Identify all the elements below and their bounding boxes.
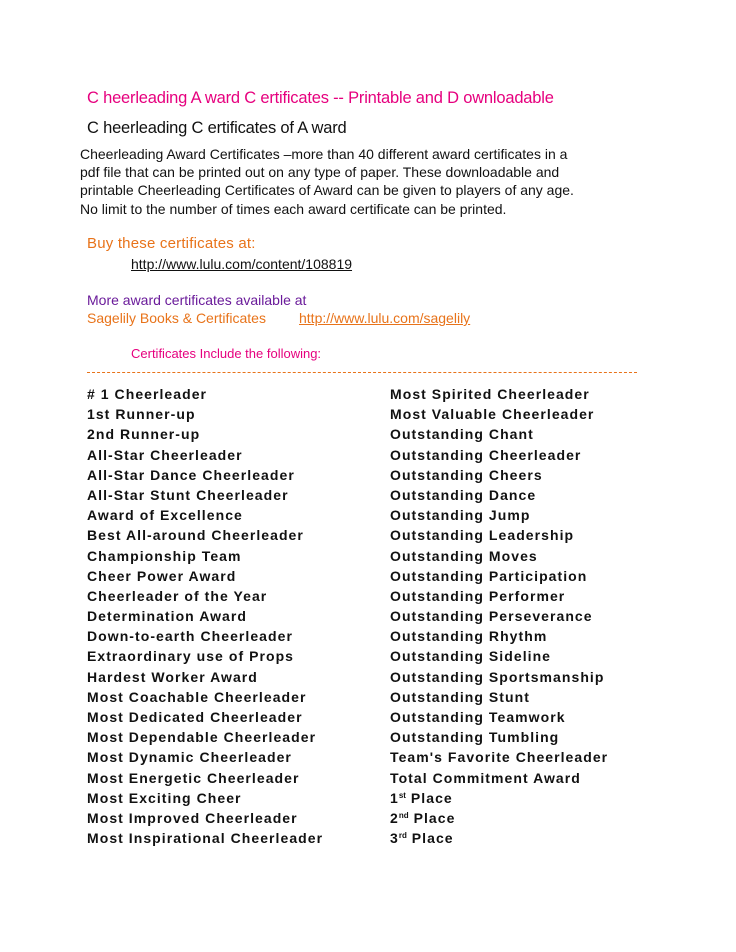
certificate-item: Outstanding Tumbling [390,729,560,746]
certificate-item: Cheer Power Award [87,567,237,584]
certificate-item: Outstanding Jump [390,507,531,524]
certificate-item: Most Dependable Cheerleader [87,729,317,746]
certificate-list-left [87,384,323,848]
certificate-item: Best All-around Cheerleader [87,527,304,544]
place-word: Place [413,809,456,826]
place-number: 1 [390,789,399,806]
certificate-item: Outstanding Cheerleader [390,446,582,463]
certificate-item: Most Improved Cheerleader [87,809,298,826]
certificate-item: 1st Runner-up [87,406,196,423]
certificate-item: Outstanding Sportsmanship [390,668,605,685]
certificate-item: Most Coachable Cheerleader [87,688,307,705]
certificate-item: Most Valuable Cheerleader [390,406,595,423]
certificate-item-place [390,788,608,808]
certificate-item: Outstanding Rhythm [390,628,548,645]
certificate-list-right [390,384,608,848]
certificate-item: Extraordinary use of Props [87,648,295,665]
buy-link[interactable]: http://www.lulu.com/content/108819 [131,256,353,272]
certificate-item: All-Star Dance Cheerleader [87,466,295,483]
certificate-item: Outstanding Dance [390,486,537,503]
certificate-item: Outstanding Cheers [390,466,543,483]
certificate-item: Outstanding Moves [390,547,538,564]
certificate-item: # 1 Cheerleader [87,386,208,402]
certificate-item: Determination Award [87,608,247,625]
certificate-item-place [390,828,608,848]
publisher-link[interactable]: http://www.lulu.com/sagelily [299,310,471,326]
certificate-item: Total Commitment Award [390,769,581,786]
includes-heading: Certificates Include the following: [131,346,322,361]
intro-paragraph [80,145,650,218]
certificate-item: Most Dedicated Cheerleader [87,709,303,725]
certificate-item: Outstanding Sideline [390,648,552,665]
page-subtitle: C heerleading C ertificates of A ward [87,119,347,137]
certificate-item: 2nd Runner-up [87,426,201,443]
dashed-divider [87,372,637,373]
certificate-item: Outstanding Participation [390,567,588,584]
buy-heading: Buy these certificates at: [87,235,256,252]
certificate-item: Most Dynamic Cheerleader [87,749,292,766]
place-word: Place [411,830,454,847]
place-number: 2 [390,809,399,826]
certificate-item: Cheerleader of the Year [87,587,268,604]
certificate-item: Down-to-earth Cheerleader [87,628,293,645]
more-certificates-label: More award certificates available at [87,292,307,308]
certificate-item: Outstanding Chant [390,426,534,443]
certificate-item: Award of Excellence [87,507,243,524]
certificate-item: Outstanding Stunt [390,688,530,705]
certificate-item: Hardest Worker Award [87,668,258,685]
certificate-item: Outstanding Performer [390,587,566,604]
place-suffix: rd [398,831,407,841]
certificate-item: All-Star Stunt Cheerleader [87,486,289,503]
place-word: Place [410,789,453,806]
place-number: 3 [390,830,399,847]
certificate-item: Outstanding Leadership [390,527,575,544]
certificate-item: Most Spirited Cheerleader [390,386,590,402]
certificate-item: All-Star Cheerleader [87,446,243,463]
certificate-item-place [390,808,608,828]
certificate-item: Outstanding Teamwork [390,709,566,725]
certificate-item: Most Exciting Cheer [87,789,242,806]
certificate-item: Most Inspirational Cheerleader [87,830,324,847]
page-title: C heerleading A ward C ertificates -- Printable and D ownloadable [87,89,554,107]
intro-line: printable Cheerleading Certificates of Award can be given to players of any age. [80,182,574,199]
publisher-name: Sagelily Books & Certificates [87,310,266,326]
certificate-item: Outstanding Perseverance [390,608,593,625]
certificate-item: Team's Favorite Cheerleader [390,749,609,766]
intro-line: No limit to the number of times each award certificate can be printed. [80,200,507,217]
certificate-item: Most Energetic Cheerleader [87,769,300,786]
intro-line: Cheerleading Award Certificates –more than 40 different award certificates in a [80,146,568,162]
place-suffix: nd [398,810,409,820]
place-suffix: st [398,790,406,800]
certificate-item: Championship Team [87,547,242,564]
intro-line: pdf file that can be printed out on any type of paper. These downloadable and [80,164,560,181]
